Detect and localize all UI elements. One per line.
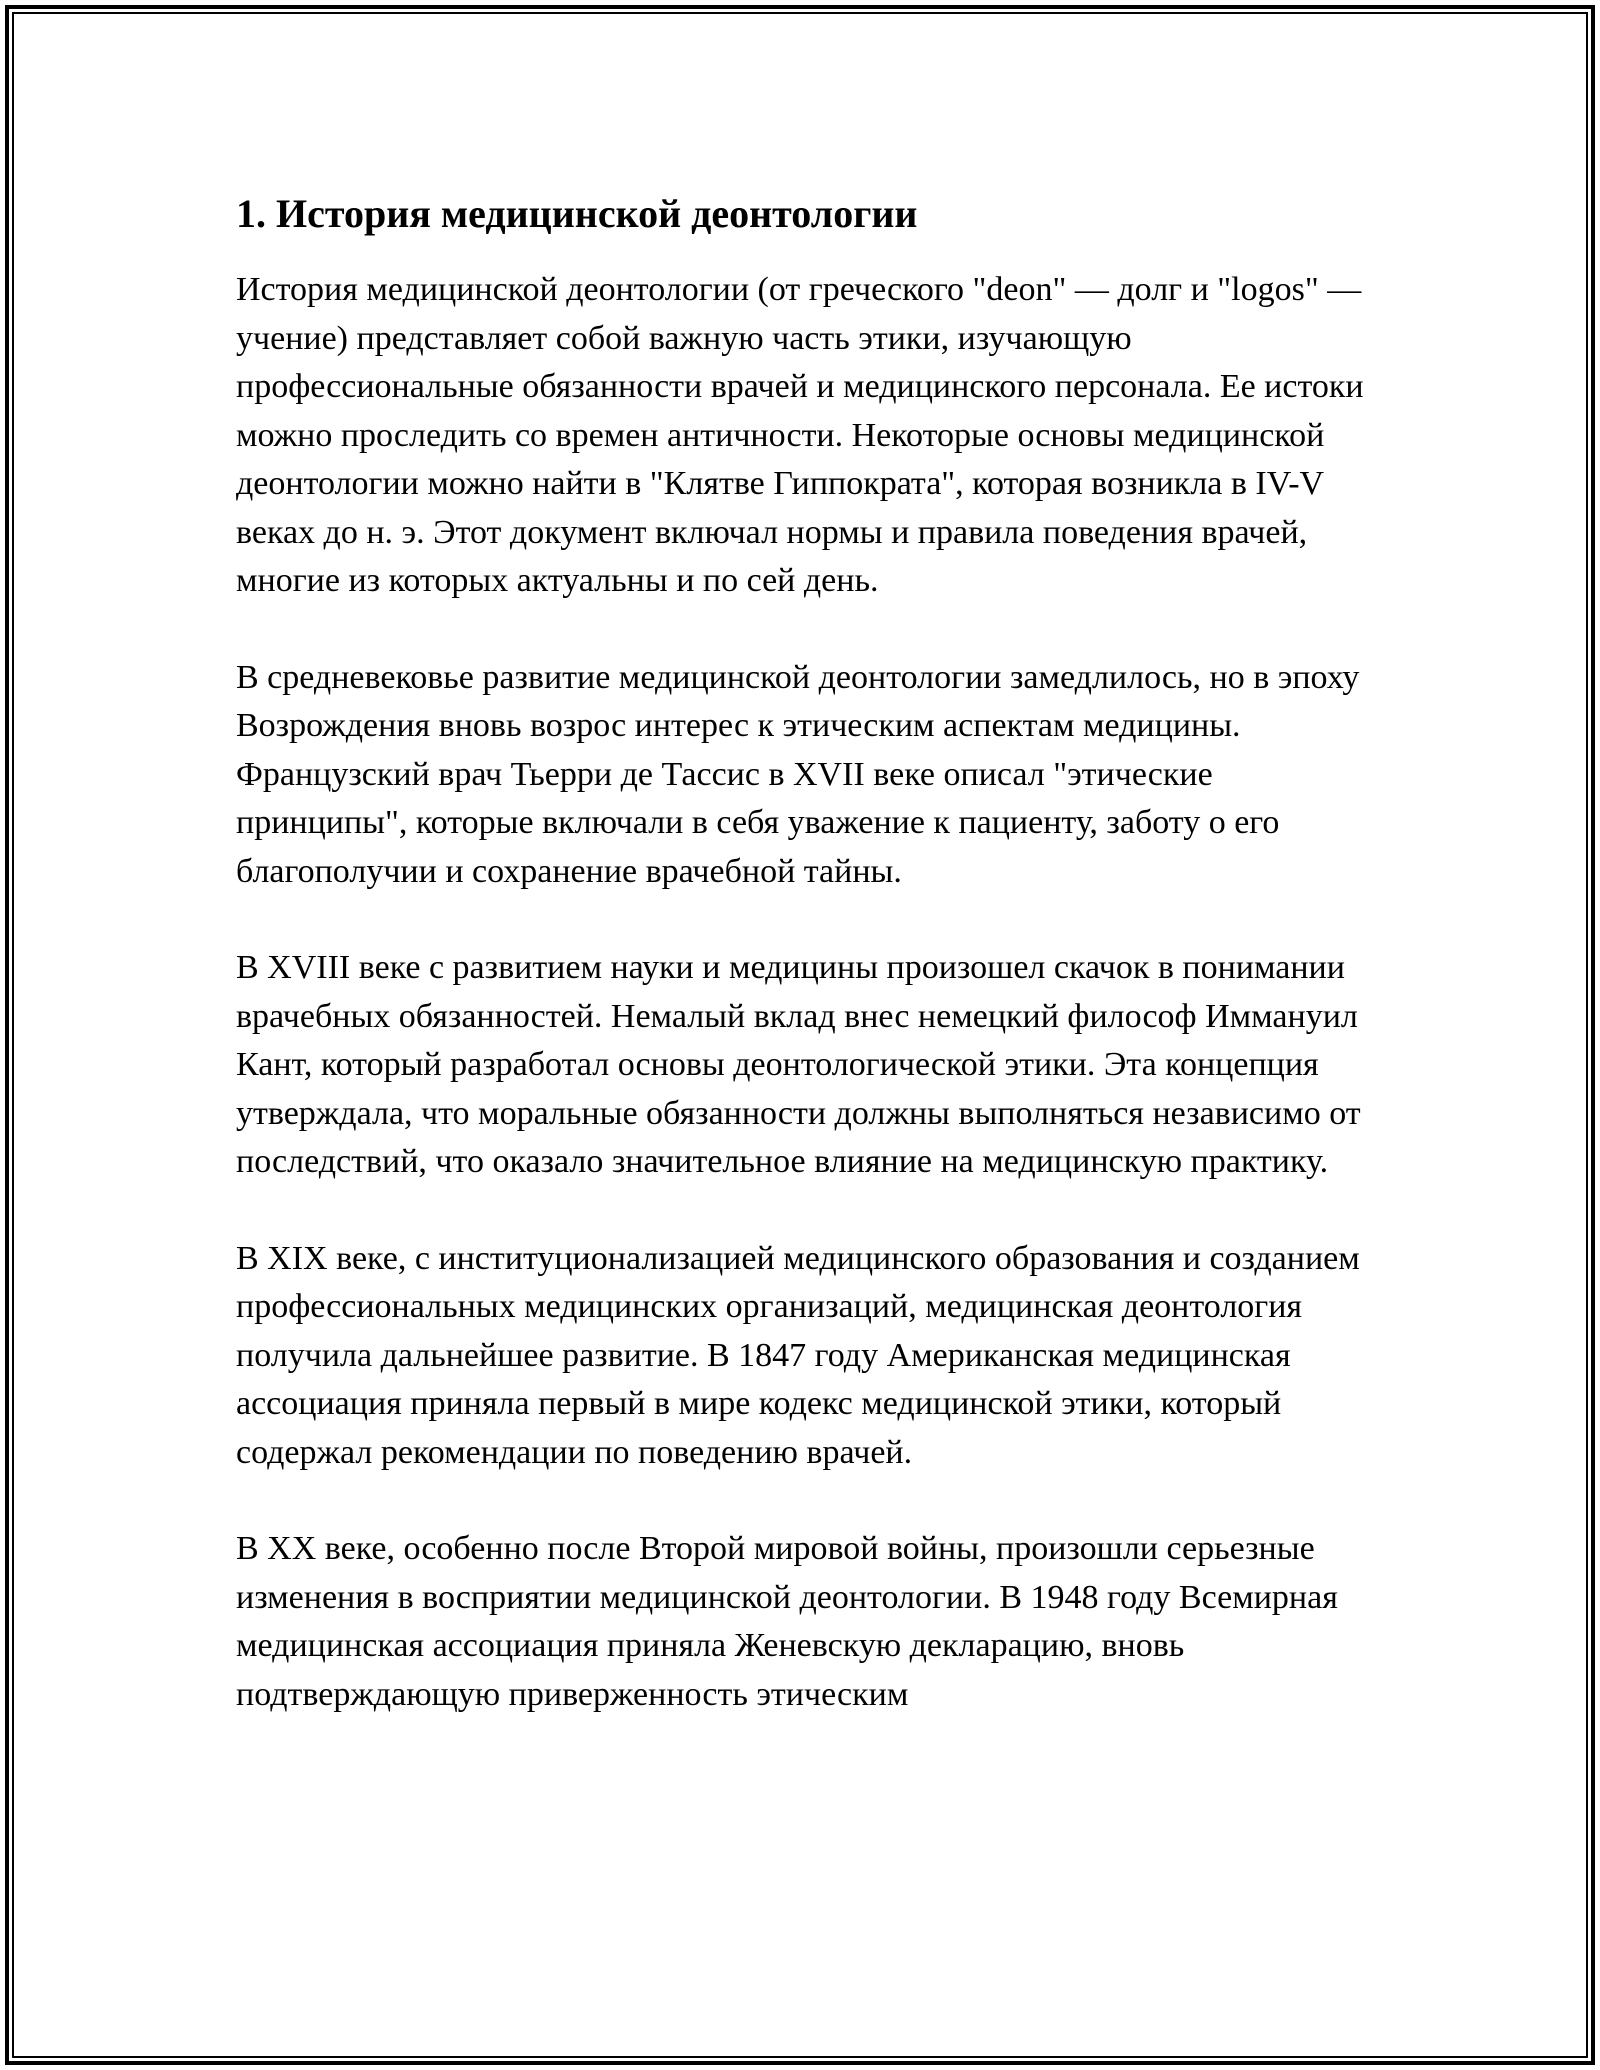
paragraph-antiquity: История медицинской деонтологии (от греческого "deon" — долг и "logos" — учение) представляет собой важную часть этики, изучающую профессиональные обязанности врачей и медицинского персонала. Ее истоки можно проследить со времен античности. Некоторые основы медицинской деонтологии можно найти в "Клятве Гиппократа", которая возникла в IV-V веках до н. э. Этот документ включал нормы и правила поведения врачей, многие из которых актуальны и по сей день. <box>236 271 1364 599</box>
paragraph-middle-ages: В средневековье развитие медицинской деонтологии замедлилось, но в эпоху Возрождения вновь возрос интерес к этическим аспектам медицины. Французский врач Тьерри де Тассис в XVII веке описал "этические принципы", которые включали в себя уважение к пациенту, заботу о его благополучии и сохранение врачебной тайны. <box>236 658 1360 890</box>
paragraph-19th-century: В XIX веке, с институционализацией медицинского образования и созданием профессиональных медицинских организаций, медицинская деонтология получила дальнейшее развитие. В 1847 году Американская медицинская ассоциация приняла первый в мире кодекс медицинской этики, который содержал рекомендации по поведению врачей. <box>236 1239 1360 1471</box>
paragraph-18th-century: В XVIII веке с развитием науки и медицины произошел скачок в понимании врачебных обязанностей. Немалый вклад внес немецкий философ Иммануил Кант, который разработал основы деонтологической этики. Эта концепция утверждала, что моральные обязанности должны выполняться независимо от последствий, что оказало значительное влияние на медицинскую практику. <box>236 949 1361 1180</box>
section-heading: 1. История медицинской деонтологии <box>236 191 918 236</box>
document-body <box>236 188 1376 1767</box>
paragraph-20th-century: В XX веке, особенно после Второй мировой войны, произошли серьезные изменения в восприятии медицинской деонтологии. В 1948 году Всемирная медицинская ассоциация приняла Женевскую декларацию, вновь подтверждающую приверженность этическим <box>236 1530 1338 1713</box>
